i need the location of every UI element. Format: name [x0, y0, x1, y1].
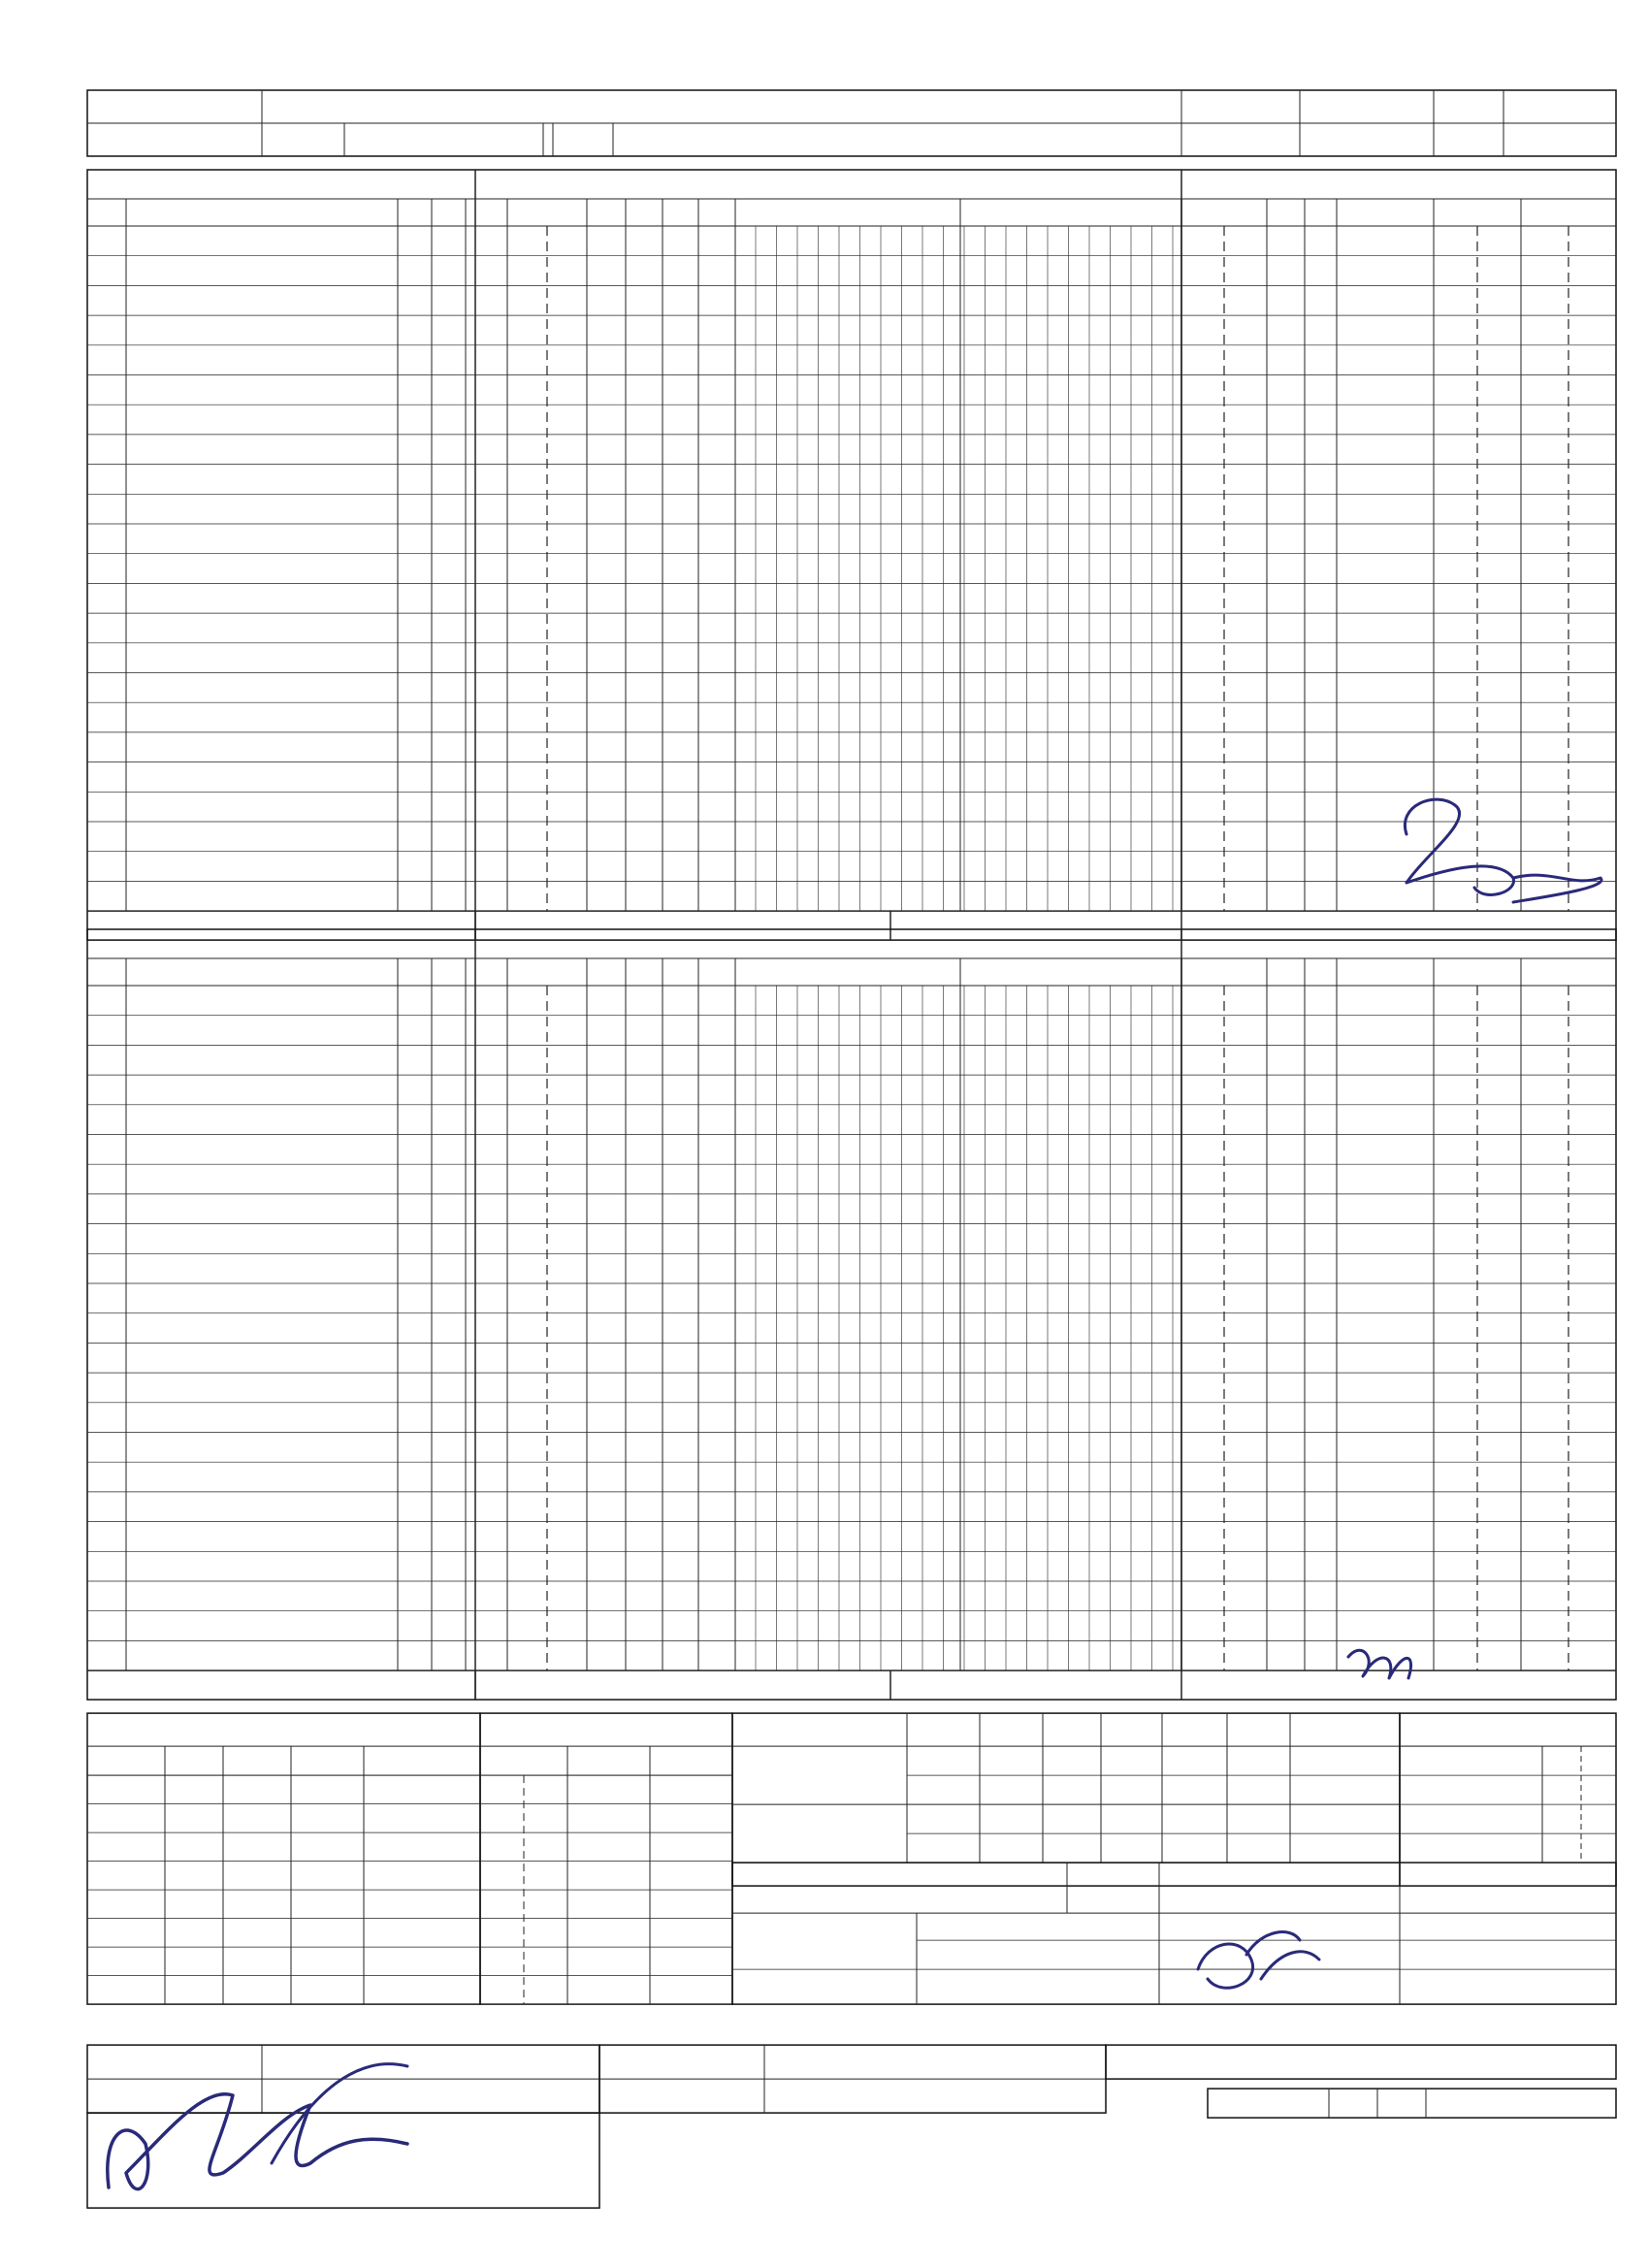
form-frame [1208, 2089, 1616, 2118]
signature-team-a [1405, 799, 1601, 902]
signature-referees [108, 2094, 407, 2189]
signature-team-b [1348, 1650, 1411, 1678]
form-frame [732, 1863, 1616, 2004]
form-frame [480, 1713, 732, 2004]
form-frame [87, 1713, 480, 2004]
form-frame [1106, 2045, 1616, 2079]
form-frame [1400, 1713, 1616, 1886]
form-frame [732, 1713, 1400, 1886]
form-frame [87, 2113, 599, 2208]
